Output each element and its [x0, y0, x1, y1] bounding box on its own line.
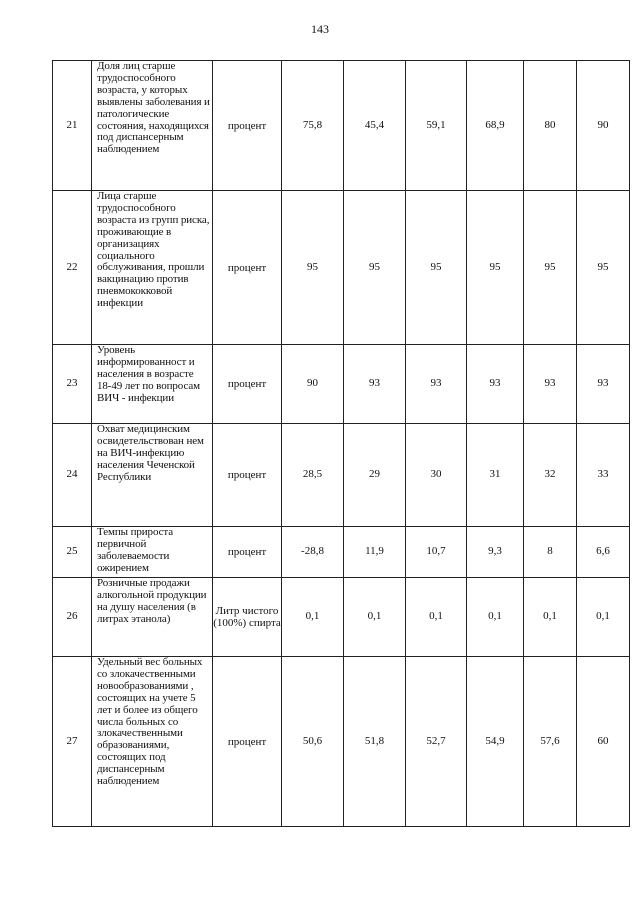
value-cell: 93 [406, 345, 467, 424]
row-number: 24 [53, 424, 92, 527]
value-cell: 60 [577, 657, 630, 827]
table-row [53, 191, 630, 345]
value-cell: 93 [467, 345, 524, 424]
table-row [53, 527, 630, 578]
unit-cell: Литр чистого (100%) спирта [213, 578, 282, 657]
table-row [53, 345, 630, 424]
indicator-name: Темпы прироста первичной заболеваемости ожирением [92, 527, 213, 578]
unit-cell: процент [213, 527, 282, 578]
indicators-table [52, 60, 630, 827]
value-cell: 50,6 [282, 657, 344, 827]
table-row [53, 61, 630, 191]
page-number: 143 [311, 22, 329, 36]
value-cell: 93 [577, 345, 630, 424]
table-row [53, 424, 630, 527]
value-cell: 0,1 [344, 578, 406, 657]
value-cell: 30 [406, 424, 467, 527]
value-cell: 52,7 [406, 657, 467, 827]
value-cell: 68,9 [467, 61, 524, 191]
indicator-name: Уровень информированност и населения в возрасте 18-49 лет по вопросам ВИЧ - инфекции [92, 345, 213, 424]
row-number: 25 [53, 527, 92, 578]
indicator-name: Лица старше трудоспособного возраста из групп риска, проживающие в организациях социального обслуживания, прошли вакцинацию против пневмококковой инфекции [92, 191, 213, 345]
unit-cell: процент [213, 657, 282, 827]
indicator-name: Удельный вес больных со злокачественными новообразованиями , состоящих на учете 5 лет и более из общего числа больных со злокачественными образованиями, состоящих под диспансерным наблюдением [92, 657, 213, 827]
value-cell: 6,6 [577, 527, 630, 578]
value-cell: 0,1 [467, 578, 524, 657]
unit-cell: процент [213, 61, 282, 191]
indicator-name: Розничные продажи алкогольной продукции на душу населения (в литрах этанола) [92, 578, 213, 657]
value-cell: 32 [524, 424, 577, 527]
value-cell: 95 [467, 191, 524, 345]
unit-cell: процент [213, 424, 282, 527]
value-cell: -28,8 [282, 527, 344, 578]
value-cell: 75,8 [282, 61, 344, 191]
value-cell: 0,1 [406, 578, 467, 657]
row-number: 23 [53, 345, 92, 424]
value-cell: 95 [344, 191, 406, 345]
value-cell: 51,8 [344, 657, 406, 827]
value-cell: 0,1 [282, 578, 344, 657]
value-cell: 0,1 [524, 578, 577, 657]
value-cell: 11,9 [344, 527, 406, 578]
value-cell: 0,1 [577, 578, 630, 657]
value-cell: 10,7 [406, 527, 467, 578]
value-cell: 28,5 [282, 424, 344, 527]
value-cell: 95 [406, 191, 467, 345]
value-cell: 8 [524, 527, 577, 578]
unit-cell: процент [213, 345, 282, 424]
table-row [53, 657, 630, 827]
value-cell: 33 [577, 424, 630, 527]
indicator-name: Доля лиц старше трудоспособного возраста, у которых выявлены заболевания и патологические состояния, находящихся под диспансерным наблюдением [92, 61, 213, 191]
table-row [53, 578, 630, 657]
value-cell: 9,3 [467, 527, 524, 578]
value-cell: 59,1 [406, 61, 467, 191]
value-cell: 29 [344, 424, 406, 527]
value-cell: 54,9 [467, 657, 524, 827]
value-cell: 95 [524, 191, 577, 345]
unit-cell: процент [213, 191, 282, 345]
value-cell: 90 [282, 345, 344, 424]
value-cell: 93 [524, 345, 577, 424]
value-cell: 45,4 [344, 61, 406, 191]
row-number: 26 [53, 578, 92, 657]
indicator-name: Охват медицинским освидетельствован нем на ВИЧ-инфекцию населения Чеченской Республики [92, 424, 213, 527]
row-number: 27 [53, 657, 92, 827]
value-cell: 80 [524, 61, 577, 191]
value-cell: 31 [467, 424, 524, 527]
value-cell: 95 [577, 191, 630, 345]
table-body [53, 61, 630, 827]
value-cell: 95 [282, 191, 344, 345]
value-cell: 90 [577, 61, 630, 191]
row-number: 22 [53, 191, 92, 345]
value-cell: 93 [344, 345, 406, 424]
row-number: 21 [53, 61, 92, 191]
value-cell: 57,6 [524, 657, 577, 827]
